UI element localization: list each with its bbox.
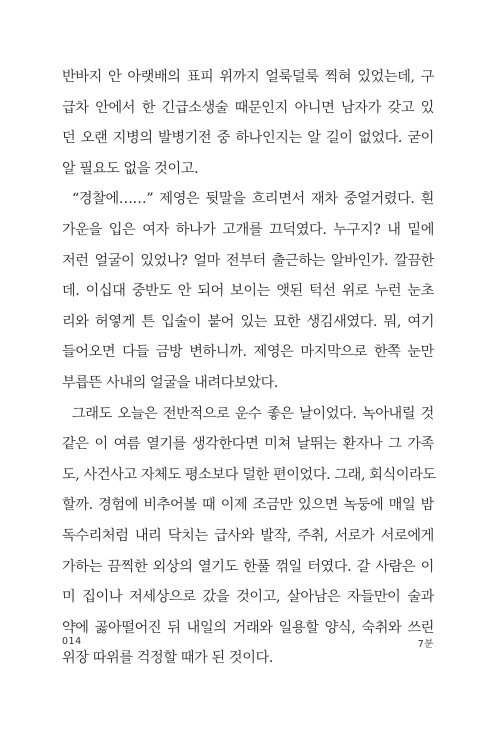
paragraph-1	[62, 62, 434, 184]
page-number: 014	[62, 636, 82, 647]
text-line: 부릅뜬 사내의 얼굴을 내려다보았다.	[62, 374, 279, 391]
text-line: 가운을 입은 여자 하나가 고개를 끄덕였다. 누구지? 내 밑에	[62, 221, 434, 238]
paragraph-2	[62, 184, 434, 398]
text-line: 던 오랜 지병의 발병기전 중 하나인지는 알 길이 없었다. 굳이	[62, 130, 434, 147]
text-line: 위장 따위를 걱정할 때가 된 것이다.	[62, 650, 273, 667]
text-line: 급차 안에서 한 긴급소생술 때문인지 아니면 남자가 갖고 있	[62, 99, 434, 116]
running-chapter-title: 7분	[417, 639, 434, 650]
text-line: 할까. 경험에 비추어볼 때 이제 조금만 있으면 녹둥에 매일 밤	[62, 497, 434, 514]
text-line: 리와 허옇게 튼 입술이 붙어 있는 묘한 생김새였다. 뭐, 여기	[62, 313, 434, 330]
text-line: 약에 곯아떨어진 뒤 내일의 거래와 일용할 양식, 숙취와 쓰린	[62, 619, 434, 636]
text-line: 도, 사건사고 자체도 평소보다 덜한 편이었다. 그래, 회식이라도	[62, 466, 436, 483]
text-line: 같은 이 여름 열기를 생각한다면 미쳐 날뛰는 환자나 그 가족	[62, 436, 434, 453]
text-line: 독수리처럼 내리 닥치는 급사와 발작, 주취, 서로가 서로에게	[62, 527, 434, 544]
text-line: “경찰에……” 제영은 뒷말을 흐리면서 재차 중얼거렸다. 흰	[72, 191, 434, 208]
text-line: 반바지 안 아랫배의 표피 위까지 얼룩덜룩 찍혀 있었는데, 구	[62, 69, 434, 85]
text-line: 데. 이십대 중반도 안 되어 보이는 앳된 턱선 위로 누런 눈초	[62, 283, 434, 300]
text-line: 알 필요도 없을 것이고.	[62, 160, 199, 177]
text-line: 들어오면 다들 금방 변하니까. 제영은 마지막으로 한쪽 눈만	[62, 344, 434, 361]
text-line: 미 집이나 저세상으로 갔을 것이고, 살아남은 자들만이 술과	[62, 589, 434, 606]
paragraph-3	[62, 399, 434, 674]
text-line: 가하는 끔찍한 외상의 열기도 한풀 꺾일 터였다. 갈 사람은 이	[62, 558, 434, 575]
text-line: 그래도 오늘은 전반적으로 운수 좋은 날이었다. 녹아내릴 것	[72, 405, 434, 422]
body-text	[62, 62, 434, 674]
text-line: 저런 얼굴이 있었나? 얼마 전부터 출근하는 알바인가. 깔끔한	[62, 252, 434, 269]
